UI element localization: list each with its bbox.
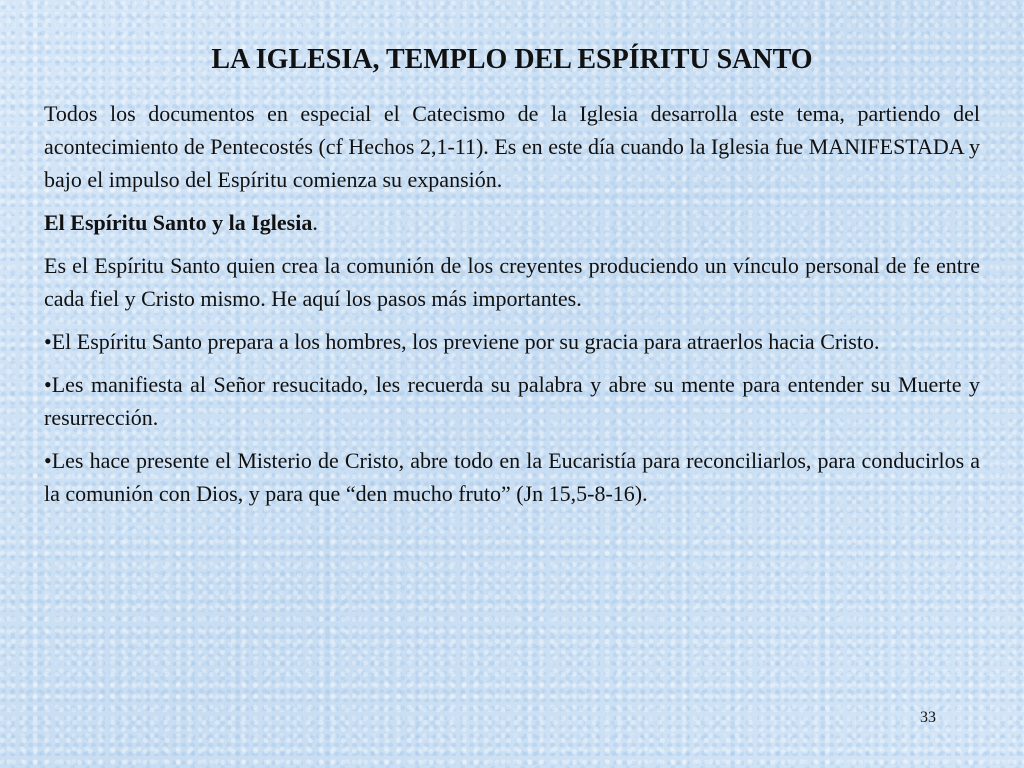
slide-title: LA IGLESIA, TEMPLO DEL ESPÍRITU SANTO (211, 44, 813, 75)
subheading-line (44, 206, 980, 239)
bullet-item: •Les hace presente el Misterio de Cristo, abre todo en la Eucaristía para reconciliarlos, para conducirlos a la comunión con Dios, y para que “den mucho fruto” (Jn 15,5-8-16). (44, 448, 980, 506)
page-number: 33 (920, 709, 936, 726)
bullet-item: •Les manifiesta al Señor resucitado, les recuerda su palabra y abre su mente para entender su Muerte y resurrección. (44, 372, 980, 430)
subheading-suffix: . (312, 210, 318, 235)
bullet-item: •El Espíritu Santo prepara a los hombres, los previene por su gracia para atraerlos hacia Cristo. (44, 329, 880, 354)
subheading: El Espíritu Santo y la Iglesia (44, 210, 313, 235)
intro-paragraph: Todos los documentos en especial el Catecismo de la Iglesia desarrolla este tema, partiendo del acontecimiento de Pentecostés (cf Hechos 2,1-11). Es en este día cuando la Iglesia fue MANIFESTADA y bajo el impulso del Espíritu comienza su expansión. (44, 101, 980, 192)
body-paragraph: Es el Espíritu Santo quien crea la comunión de los creyentes produciendo un vínculo personal de fe entre cada fiel y Cristo mismo. He aquí los pasos más importantes. (44, 253, 980, 311)
slide-body (44, 97, 980, 520)
